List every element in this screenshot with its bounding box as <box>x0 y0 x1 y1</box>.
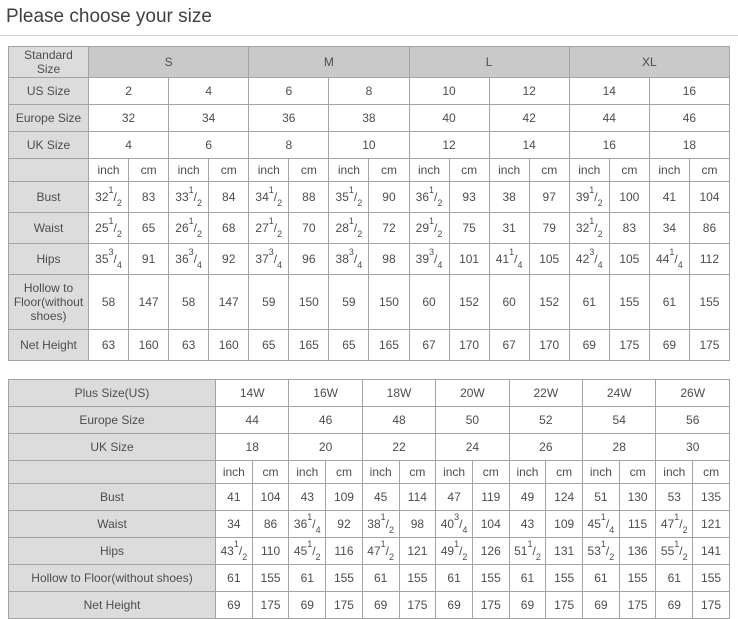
size-value-cell: 14 <box>489 132 569 159</box>
size-value-cell: 22W <box>509 380 582 407</box>
unit-cell: inch <box>489 159 529 182</box>
measurement-value-cell: 65 <box>129 213 169 244</box>
measurement-value-cell: $28^1/_2$ <box>329 213 369 244</box>
unit-cell: inch <box>409 159 449 182</box>
size-value-cell: 10 <box>409 78 489 105</box>
size-value-cell: 48 <box>362 407 435 434</box>
measurement-value-cell: $51^1/_2$ <box>509 538 546 565</box>
measurement-value-cell: 130 <box>619 484 656 511</box>
size-group-header-cell: M <box>249 47 409 78</box>
unit-cell: cm <box>326 461 363 484</box>
measurement-value-cell: 38 <box>489 182 529 213</box>
measurement-value-cell: 150 <box>369 275 409 330</box>
size-row <box>9 407 730 434</box>
row-label: US Size <box>9 78 89 105</box>
size-value-cell: 4 <box>169 78 249 105</box>
measurement-value-cell: 69 <box>583 592 620 619</box>
measurement-value-cell: $39^1/_2$ <box>569 182 609 213</box>
measurement-value-cell: 121 <box>693 511 730 538</box>
size-value-cell: 18 <box>216 434 289 461</box>
size-value-cell: 20W <box>436 380 509 407</box>
size-value-cell: 46 <box>649 105 729 132</box>
measurement-value-cell: 69 <box>436 592 473 619</box>
measurement-value-cell: 65 <box>329 330 369 361</box>
measurement-value-cell: 135 <box>693 484 730 511</box>
measurement-value-cell: 70 <box>289 213 329 244</box>
measurement-value-cell: 53 <box>656 484 693 511</box>
size-value-cell: 42 <box>489 105 569 132</box>
measurement-value-cell: $49^1/_2$ <box>436 538 473 565</box>
size-value-cell: 6 <box>169 132 249 159</box>
size-row <box>9 105 730 132</box>
measurement-value-cell: 59 <box>249 275 289 330</box>
measurement-value-cell: $55^1/_2$ <box>656 538 693 565</box>
size-value-cell: 2 <box>89 78 169 105</box>
measurement-value-cell: 68 <box>209 213 249 244</box>
measurement-value-cell: 63 <box>89 330 129 361</box>
measurement-value-cell: $33^1/_2$ <box>169 182 209 213</box>
measurement-value-cell: $32^1/_2$ <box>569 213 609 244</box>
measurement-value-cell: $36^1/_4$ <box>289 511 326 538</box>
measurement-value-cell: 155 <box>619 565 656 592</box>
measurement-value-cell: 92 <box>326 511 363 538</box>
measurement-value-cell: 43 <box>289 484 326 511</box>
size-row <box>9 78 730 105</box>
size-value-cell: 32 <box>89 105 169 132</box>
measurement-value-cell: 88 <box>289 182 329 213</box>
measurement-value-cell: $36^1/_2$ <box>409 182 449 213</box>
measurement-value-cell: $35^3/_4$ <box>89 244 129 275</box>
size-value-cell: 22 <box>362 434 435 461</box>
measurement-value-cell: $39^3/_4$ <box>409 244 449 275</box>
size-value-cell: 52 <box>509 407 582 434</box>
measurement-value-cell: 114 <box>399 484 436 511</box>
unit-cell: inch <box>329 159 369 182</box>
standard-size-table <box>8 46 730 361</box>
measurement-value-cell: 61 <box>569 275 609 330</box>
measurement-value-cell: 175 <box>326 592 363 619</box>
row-label: Net Height <box>9 592 216 619</box>
unit-cell: cm <box>689 159 729 182</box>
unit-row-spacer <box>9 159 89 182</box>
measurement-row <box>9 565 730 592</box>
measurement-value-cell: 31 <box>489 213 529 244</box>
measurement-value-cell: 170 <box>449 330 489 361</box>
measurement-value-cell: 112 <box>689 244 729 275</box>
measurement-row <box>9 213 730 244</box>
measurement-value-cell: $37^3/_4$ <box>249 244 289 275</box>
row-label: Hips <box>9 538 216 565</box>
measurement-value-cell: 105 <box>609 244 649 275</box>
measurement-value-cell: 83 <box>609 213 649 244</box>
size-value-cell: 46 <box>289 407 362 434</box>
measurement-value-cell: 150 <box>289 275 329 330</box>
measurement-value-cell: 110 <box>252 538 289 565</box>
measurement-value-cell: 58 <box>89 275 129 330</box>
measurement-value-cell: 175 <box>252 592 289 619</box>
page-title: Please choose your size <box>6 6 212 27</box>
measurement-value-cell: 60 <box>409 275 449 330</box>
measurement-value-cell: 175 <box>619 592 656 619</box>
row-label: Bust <box>9 182 89 213</box>
size-value-cell: 50 <box>436 407 509 434</box>
unit-row-spacer <box>9 461 216 484</box>
measurement-value-cell: 34 <box>649 213 689 244</box>
unit-cell: cm <box>399 461 436 484</box>
measurement-value-cell: $42^3/_4$ <box>569 244 609 275</box>
unit-cell: inch <box>569 159 609 182</box>
size-value-cell: 18W <box>362 380 435 407</box>
measurement-value-cell: 175 <box>609 330 649 361</box>
measurement-value-cell: 126 <box>472 538 509 565</box>
measurement-value-cell: 119 <box>472 484 509 511</box>
measurement-value-cell: 61 <box>216 565 253 592</box>
measurement-value-cell: 155 <box>399 565 436 592</box>
size-value-cell: 16 <box>649 78 729 105</box>
size-value-cell: 8 <box>329 78 409 105</box>
measurement-value-cell: 69 <box>569 330 609 361</box>
size-row <box>9 380 730 407</box>
measurement-value-cell: 75 <box>449 213 489 244</box>
measurement-value-cell: 165 <box>369 330 409 361</box>
measurement-value-cell: 69 <box>289 592 326 619</box>
unit-cell: inch <box>216 461 253 484</box>
measurement-value-cell: $43^1/_2$ <box>216 538 253 565</box>
measurement-value-cell: $40^3/_4$ <box>436 511 473 538</box>
measurement-value-cell: 105 <box>529 244 569 275</box>
row-label: Waist <box>9 511 216 538</box>
size-group-header-cell: S <box>89 47 249 78</box>
measurement-value-cell: 175 <box>693 592 730 619</box>
measurement-row <box>9 592 730 619</box>
title-divider <box>0 35 738 36</box>
unit-cell: cm <box>449 159 489 182</box>
measurement-value-cell: 65 <box>249 330 289 361</box>
size-value-cell: 44 <box>569 105 649 132</box>
measurement-value-cell: 58 <box>169 275 209 330</box>
measurement-value-cell: 98 <box>399 511 436 538</box>
unit-cell: inch <box>583 461 620 484</box>
measurement-value-cell: $41^1/_4$ <box>489 244 529 275</box>
measurement-value-cell: 60 <box>489 275 529 330</box>
measurement-value-cell: 34 <box>216 511 253 538</box>
measurement-value-cell: 45 <box>362 484 399 511</box>
size-value-cell: 14W <box>216 380 289 407</box>
measurement-value-cell: 61 <box>649 275 689 330</box>
measurement-value-cell: 175 <box>546 592 583 619</box>
measurement-value-cell: 131 <box>546 538 583 565</box>
measurement-value-cell: 147 <box>209 275 249 330</box>
measurement-value-cell: $29^1/_2$ <box>409 213 449 244</box>
measurement-value-cell: 104 <box>472 511 509 538</box>
measurement-value-cell: 98 <box>369 244 409 275</box>
measurement-value-cell: 61 <box>436 565 473 592</box>
measurement-value-cell: 147 <box>129 275 169 330</box>
measurement-value-cell: 155 <box>326 565 363 592</box>
row-label: Standard Size <box>9 47 89 78</box>
measurement-value-cell: $25^1/_2$ <box>89 213 129 244</box>
measurement-value-cell: 155 <box>546 565 583 592</box>
measurement-value-cell: 160 <box>129 330 169 361</box>
unit-cell: cm <box>529 159 569 182</box>
measurement-value-cell: 67 <box>489 330 529 361</box>
size-value-cell: 36 <box>249 105 329 132</box>
size-value-cell: 14 <box>569 78 649 105</box>
size-value-cell: 18 <box>649 132 729 159</box>
size-value-cell: 12 <box>409 132 489 159</box>
measurement-value-cell: 93 <box>449 182 489 213</box>
measurement-value-cell: 116 <box>326 538 363 565</box>
measurement-value-cell: $26^1/_2$ <box>169 213 209 244</box>
measurement-value-cell: 43 <box>509 511 546 538</box>
row-label: Net Height <box>9 330 89 361</box>
measurement-value-cell: $45^1/_4$ <box>583 511 620 538</box>
measurement-value-cell: $27^1/_2$ <box>249 213 289 244</box>
size-value-cell: 12 <box>489 78 569 105</box>
measurement-value-cell: $32^1/_2$ <box>89 182 129 213</box>
measurement-value-cell: $47^1/_2$ <box>362 538 399 565</box>
row-label: Hollow to Floor(without shoes) <box>9 275 89 330</box>
unit-cell: cm <box>693 461 730 484</box>
measurement-value-cell: $44^1/_4$ <box>649 244 689 275</box>
unit-header-row <box>9 159 730 182</box>
measurement-value-cell: 61 <box>656 565 693 592</box>
measurement-value-cell: 136 <box>619 538 656 565</box>
measurement-value-cell: 61 <box>362 565 399 592</box>
measurement-value-cell: 69 <box>649 330 689 361</box>
size-value-cell: 28 <box>583 434 656 461</box>
measurement-value-cell: 61 <box>509 565 546 592</box>
unit-cell: inch <box>362 461 399 484</box>
unit-cell: inch <box>249 159 289 182</box>
row-label: Hollow to Floor(without shoes) <box>9 565 216 592</box>
unit-cell: cm <box>609 159 649 182</box>
row-label: Plus Size(US) <box>9 380 216 407</box>
unit-cell: inch <box>169 159 209 182</box>
measurement-value-cell: 96 <box>289 244 329 275</box>
measurement-value-cell: 92 <box>209 244 249 275</box>
measurement-value-cell: 101 <box>449 244 489 275</box>
measurement-value-cell: 91 <box>129 244 169 275</box>
measurement-row <box>9 244 730 275</box>
size-row <box>9 132 730 159</box>
size-value-cell: 54 <box>583 407 656 434</box>
measurement-value-cell: 69 <box>216 592 253 619</box>
measurement-value-cell: 67 <box>409 330 449 361</box>
measurement-value-cell: 79 <box>529 213 569 244</box>
size-group-header-cell: L <box>409 47 569 78</box>
measurement-value-cell: 69 <box>509 592 546 619</box>
measurement-row <box>9 511 730 538</box>
size-row <box>9 434 730 461</box>
measurement-value-cell: 109 <box>326 484 363 511</box>
unit-cell: cm <box>129 159 169 182</box>
measurement-value-cell: 47 <box>436 484 473 511</box>
measurement-value-cell: 84 <box>209 182 249 213</box>
unit-cell: cm <box>252 461 289 484</box>
size-value-cell: 10 <box>329 132 409 159</box>
measurement-value-cell: 61 <box>583 565 620 592</box>
measurement-value-cell: 155 <box>693 565 730 592</box>
size-value-cell: 8 <box>249 132 329 159</box>
measurement-value-cell: 86 <box>252 511 289 538</box>
unit-cell: inch <box>509 461 546 484</box>
measurement-value-cell: 124 <box>546 484 583 511</box>
measurement-value-cell: 152 <box>449 275 489 330</box>
plus-size-table <box>8 379 730 619</box>
measurement-value-cell: 51 <box>583 484 620 511</box>
size-value-cell: 44 <box>216 407 289 434</box>
measurement-value-cell: $45^1/_2$ <box>289 538 326 565</box>
measurement-value-cell: 141 <box>693 538 730 565</box>
row-label: Europe Size <box>9 105 89 132</box>
row-label: Hips <box>9 244 89 275</box>
measurement-row <box>9 275 730 330</box>
measurement-value-cell: 155 <box>252 565 289 592</box>
measurement-value-cell: 115 <box>619 511 656 538</box>
size-value-cell: 40 <box>409 105 489 132</box>
unit-cell: cm <box>472 461 509 484</box>
size-value-cell: 20 <box>289 434 362 461</box>
size-value-cell: 24 <box>436 434 509 461</box>
unit-cell: cm <box>209 159 249 182</box>
unit-cell: inch <box>656 461 693 484</box>
measurement-value-cell: 160 <box>209 330 249 361</box>
unit-cell: inch <box>649 159 689 182</box>
size-value-cell: 30 <box>656 434 730 461</box>
measurement-value-cell: 41 <box>216 484 253 511</box>
unit-cell: inch <box>436 461 473 484</box>
measurement-value-cell: 69 <box>656 592 693 619</box>
row-label: Europe Size <box>9 407 216 434</box>
size-value-cell: 56 <box>656 407 730 434</box>
measurement-value-cell: 109 <box>546 511 583 538</box>
measurement-row <box>9 484 730 511</box>
row-label: Bust <box>9 484 216 511</box>
measurement-row <box>9 182 730 213</box>
measurement-value-cell: 100 <box>609 182 649 213</box>
measurement-row <box>9 330 730 361</box>
measurement-value-cell: $36^3/_4$ <box>169 244 209 275</box>
unit-cell: cm <box>619 461 656 484</box>
size-value-cell: 6 <box>249 78 329 105</box>
size-row <box>9 47 730 78</box>
measurement-value-cell: 155 <box>689 275 729 330</box>
unit-cell: cm <box>546 461 583 484</box>
measurement-value-cell: 152 <box>529 275 569 330</box>
size-value-cell: 34 <box>169 105 249 132</box>
measurement-value-cell: 104 <box>252 484 289 511</box>
measurement-value-cell: 175 <box>472 592 509 619</box>
size-value-cell: 38 <box>329 105 409 132</box>
measurement-value-cell: 49 <box>509 484 546 511</box>
measurement-value-cell: $53^1/_2$ <box>583 538 620 565</box>
unit-header-row <box>9 461 730 484</box>
measurement-value-cell: 104 <box>689 182 729 213</box>
row-label: Waist <box>9 213 89 244</box>
unit-cell: inch <box>289 461 326 484</box>
measurement-value-cell: 63 <box>169 330 209 361</box>
measurement-value-cell: 86 <box>689 213 729 244</box>
measurement-value-cell: 175 <box>399 592 436 619</box>
size-value-cell: 24W <box>583 380 656 407</box>
measurement-value-cell: 90 <box>369 182 409 213</box>
measurement-value-cell: $47^1/_2$ <box>656 511 693 538</box>
size-value-cell: 4 <box>89 132 169 159</box>
size-value-cell: 16 <box>569 132 649 159</box>
row-label: UK Size <box>9 434 216 461</box>
measurement-value-cell: $35^1/_2$ <box>329 182 369 213</box>
measurement-value-cell: 175 <box>689 330 729 361</box>
size-group-header-cell: XL <box>569 47 729 78</box>
measurement-value-cell: 165 <box>289 330 329 361</box>
measurement-value-cell: 83 <box>129 182 169 213</box>
measurement-value-cell: 170 <box>529 330 569 361</box>
unit-cell: cm <box>289 159 329 182</box>
measurement-value-cell: 69 <box>362 592 399 619</box>
unit-cell: inch <box>89 159 129 182</box>
row-label: UK Size <box>9 132 89 159</box>
measurement-value-cell: $34^1/_2$ <box>249 182 289 213</box>
measurement-value-cell: $38^3/_4$ <box>329 244 369 275</box>
unit-cell: cm <box>369 159 409 182</box>
measurement-value-cell: 97 <box>529 182 569 213</box>
size-value-cell: 26W <box>656 380 730 407</box>
measurement-value-cell: 61 <box>289 565 326 592</box>
measurement-value-cell: 121 <box>399 538 436 565</box>
measurement-value-cell: $38^1/_2$ <box>362 511 399 538</box>
size-value-cell: 16W <box>289 380 362 407</box>
measurement-value-cell: 155 <box>609 275 649 330</box>
size-value-cell: 26 <box>509 434 582 461</box>
measurement-value-cell: 41 <box>649 182 689 213</box>
measurement-value-cell: 72 <box>369 213 409 244</box>
measurement-value-cell: 59 <box>329 275 369 330</box>
measurement-row <box>9 538 730 565</box>
measurement-value-cell: 155 <box>472 565 509 592</box>
